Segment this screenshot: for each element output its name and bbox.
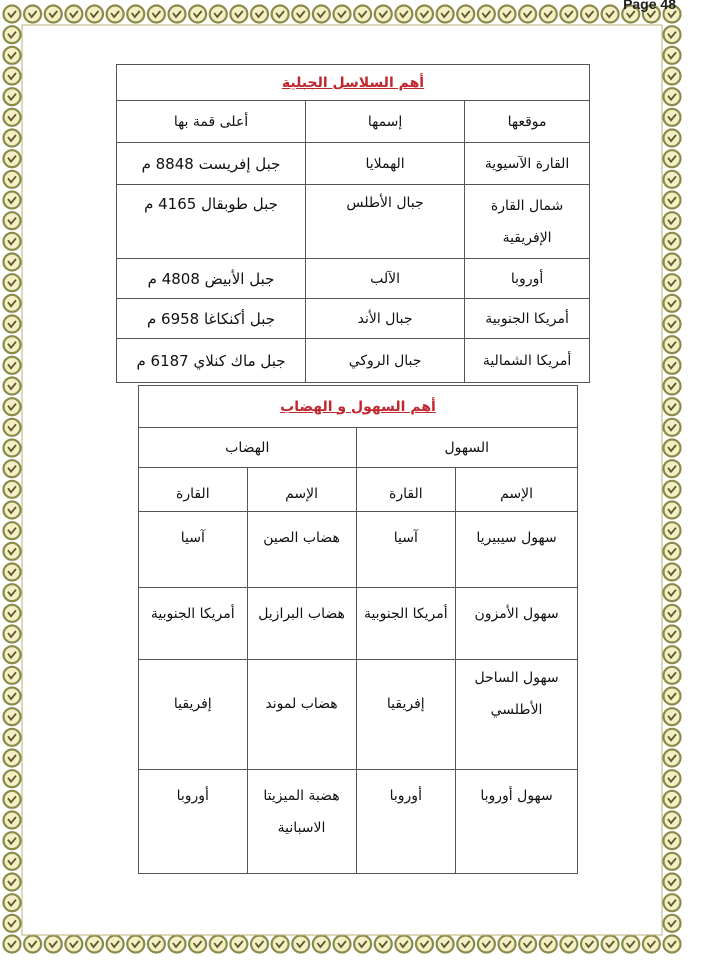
border-ring-icon bbox=[437, 936, 454, 953]
border-ring-icon bbox=[4, 522, 21, 539]
border-ring-icon bbox=[519, 6, 536, 23]
cell-plain-name: سهول أوروبا bbox=[456, 770, 578, 874]
border-ring-icon bbox=[45, 6, 62, 23]
border-ring-icon bbox=[664, 295, 681, 312]
border-ring-icon bbox=[4, 419, 21, 436]
border-ring-icon bbox=[313, 6, 330, 23]
border-ring-icon bbox=[354, 936, 371, 953]
border-ring-icon bbox=[251, 6, 268, 23]
border-ring-icon bbox=[148, 936, 165, 953]
cell-name: الآلب bbox=[306, 259, 465, 299]
mountains-table bbox=[116, 64, 590, 383]
plains-title-cell bbox=[139, 386, 578, 428]
border-ring-icon bbox=[86, 6, 103, 23]
border-ring-icon bbox=[4, 316, 21, 333]
table-row bbox=[117, 339, 590, 383]
border-ring-icon bbox=[664, 398, 681, 415]
border-ring-icon bbox=[664, 832, 681, 849]
border-ring-icon bbox=[664, 336, 681, 353]
border-ring-icon bbox=[664, 688, 681, 705]
header-plain-continent: القارة bbox=[356, 468, 456, 512]
border-ring-icon bbox=[457, 936, 474, 953]
cell-location: القارة الآسيوية bbox=[465, 143, 590, 185]
border-ring-icon bbox=[664, 708, 681, 725]
table-row bbox=[117, 143, 590, 185]
border-ring-icon bbox=[4, 915, 21, 932]
border-ring-icon bbox=[210, 936, 227, 953]
border-ring-icon bbox=[664, 853, 681, 870]
cell-location: أوروبا bbox=[465, 259, 590, 299]
cell-plain-name: سهول سيبيريا bbox=[456, 512, 578, 588]
border-ring-icon bbox=[664, 150, 681, 167]
border-ring-icon bbox=[4, 47, 21, 64]
border-ring-icon bbox=[664, 130, 681, 147]
border-ring-icon bbox=[664, 667, 681, 684]
border-ring-icon bbox=[148, 6, 165, 23]
cell-plateau-continent: أوروبا bbox=[139, 770, 248, 874]
border-ring-icon bbox=[664, 729, 681, 746]
border-ring-icon bbox=[664, 88, 681, 105]
border-ring-icon bbox=[4, 605, 21, 622]
table-row bbox=[117, 259, 590, 299]
border-ring-icon bbox=[478, 936, 495, 953]
cell-location: أمريكا الشمالية bbox=[465, 339, 590, 383]
border-ring-icon bbox=[4, 626, 21, 643]
table-row bbox=[117, 299, 590, 339]
border-ring-icon bbox=[664, 646, 681, 663]
border-ring-icon bbox=[4, 212, 21, 229]
cell-peak: جبل طوبقال 4165 م bbox=[117, 185, 306, 259]
cell-plain-continent: آسيا bbox=[356, 512, 456, 588]
cell-plateau-name: هضبة الميزيتا الاسبانية bbox=[247, 770, 356, 874]
cell-peak: جبل إفريست 8848 م bbox=[117, 143, 306, 185]
group-plains: السهول bbox=[356, 428, 578, 468]
border-ring-icon bbox=[313, 936, 330, 953]
border-ring-icon bbox=[189, 6, 206, 23]
cell-plain-name: سهول الساحل الأطلسي bbox=[456, 660, 578, 770]
cell-location: أمريكا الجنوبية bbox=[465, 299, 590, 339]
border-ring-icon bbox=[4, 667, 21, 684]
border-ring-icon bbox=[4, 26, 21, 43]
border-ring-icon bbox=[540, 6, 557, 23]
page-number: Page 48 bbox=[623, 0, 676, 12]
border-ring-icon bbox=[395, 6, 412, 23]
border-ring-icon bbox=[4, 812, 21, 829]
header-peak: أعلى قمة بها bbox=[117, 101, 306, 143]
border-ring-icon bbox=[4, 688, 21, 705]
border-ring-icon bbox=[4, 770, 21, 787]
border-ring-icon bbox=[540, 936, 557, 953]
border-ring-icon bbox=[4, 192, 21, 209]
cell-plateau-name: هضاب البرازيل bbox=[247, 588, 356, 660]
border-ring-icon bbox=[664, 192, 681, 209]
border-ring-icon bbox=[4, 378, 21, 395]
border-ring-icon bbox=[4, 88, 21, 105]
border-ring-icon bbox=[664, 460, 681, 477]
border-ring-icon bbox=[4, 357, 21, 374]
border-ring-icon bbox=[4, 750, 21, 767]
border-ring-icon bbox=[664, 584, 681, 601]
plains-plateaus-table bbox=[138, 385, 578, 874]
border-ring-icon bbox=[664, 212, 681, 229]
border-ring-icon bbox=[664, 233, 681, 250]
plains-header-row bbox=[139, 468, 578, 512]
border-ring-icon bbox=[65, 6, 82, 23]
border-ring-icon bbox=[354, 6, 371, 23]
border-ring-icon bbox=[664, 254, 681, 271]
border-ring-icon bbox=[664, 440, 681, 457]
cell-name: الهملايا bbox=[306, 143, 465, 185]
cell-plateau-name: هضاب الصين bbox=[247, 512, 356, 588]
border-ring-icon bbox=[4, 254, 21, 271]
border-ring-icon bbox=[4, 460, 21, 477]
border-ring-icon bbox=[4, 543, 21, 560]
border-ring-icon bbox=[4, 874, 21, 891]
table-row bbox=[139, 660, 578, 770]
border-ring-icon bbox=[127, 936, 144, 953]
border-ring-icon bbox=[664, 47, 681, 64]
border-ring-icon bbox=[86, 936, 103, 953]
mountains-title-cell bbox=[117, 65, 590, 101]
border-ring-icon bbox=[230, 936, 247, 953]
border-ring-icon bbox=[4, 584, 21, 601]
border-ring-icon bbox=[499, 936, 516, 953]
border-ring-icon bbox=[272, 936, 289, 953]
border-ring-icon bbox=[664, 522, 681, 539]
border-ring-icon bbox=[169, 936, 186, 953]
border-ring-icon bbox=[107, 936, 124, 953]
border-ring-icon bbox=[519, 936, 536, 953]
group-plateaus: الهضاب bbox=[139, 428, 357, 468]
border-ring-icon bbox=[664, 605, 681, 622]
border-ring-icon bbox=[664, 419, 681, 436]
border-ring-icon bbox=[4, 502, 21, 519]
border-ring-icon bbox=[581, 6, 598, 23]
border-ring-icon bbox=[292, 6, 309, 23]
cell-name: جبال الروكي bbox=[306, 339, 465, 383]
border-ring-icon bbox=[251, 936, 268, 953]
border-ring-icon bbox=[664, 750, 681, 767]
header-plateau-name: الإسم bbox=[247, 468, 356, 512]
border-ring-icon bbox=[375, 6, 392, 23]
border-ring-icon bbox=[4, 233, 21, 250]
border-ring-icon bbox=[4, 564, 21, 581]
border-ring-icon bbox=[581, 936, 598, 953]
border-ring-icon bbox=[664, 915, 681, 932]
border-ring-icon bbox=[664, 378, 681, 395]
group-header-row bbox=[139, 428, 578, 468]
border-ring-icon bbox=[602, 6, 619, 23]
border-ring-icon bbox=[4, 832, 21, 849]
border-ring-icon bbox=[24, 936, 41, 953]
border-ring-icon bbox=[664, 936, 681, 953]
border-ring-icon bbox=[499, 6, 516, 23]
border-ring-icon bbox=[4, 274, 21, 291]
border-ring-icon bbox=[416, 6, 433, 23]
border-ring-icon bbox=[210, 6, 227, 23]
border-ring-icon bbox=[4, 398, 21, 415]
border-ring-icon bbox=[664, 109, 681, 126]
cell-name: جبال الأند bbox=[306, 299, 465, 339]
border-ring-icon bbox=[4, 68, 21, 85]
border-ring-icon bbox=[664, 481, 681, 498]
cell-plain-continent: أمريكا الجنوبية bbox=[356, 588, 456, 660]
border-ring-icon bbox=[416, 936, 433, 953]
cell-plain-continent: أوروبا bbox=[356, 770, 456, 874]
border-ring-icon bbox=[395, 936, 412, 953]
border-ring-icon bbox=[4, 708, 21, 725]
border-ring-icon bbox=[437, 6, 454, 23]
border-ring-icon bbox=[4, 6, 21, 23]
border-ring-icon bbox=[4, 729, 21, 746]
border-ring-icon bbox=[664, 68, 681, 85]
border-ring-icon bbox=[664, 770, 681, 787]
border-ring-icon bbox=[664, 171, 681, 188]
border-ring-icon bbox=[560, 936, 577, 953]
border-ring-icon bbox=[664, 502, 681, 519]
border-ring-icon bbox=[664, 357, 681, 374]
border-ring-icon bbox=[65, 936, 82, 953]
border-ring-icon bbox=[4, 336, 21, 353]
cell-plateau-continent: آسيا bbox=[139, 512, 248, 588]
border-ring-icon bbox=[375, 936, 392, 953]
border-ring-icon bbox=[24, 6, 41, 23]
border-ring-icon bbox=[664, 274, 681, 291]
cell-peak: جبل الأبيض 4808 م bbox=[117, 259, 306, 299]
border-ring-icon bbox=[4, 936, 21, 953]
border-ring-icon bbox=[560, 6, 577, 23]
border-ring-icon bbox=[45, 936, 62, 953]
border-ring-icon bbox=[664, 812, 681, 829]
cell-plateau-name: هضاب لموند bbox=[247, 660, 356, 770]
header-plain-name: الإسم bbox=[456, 468, 578, 512]
border-ring-icon bbox=[664, 543, 681, 560]
border-ring-icon bbox=[4, 894, 21, 911]
border-ring-icon bbox=[457, 6, 474, 23]
border-ring-icon bbox=[230, 6, 247, 23]
border-ring-icon bbox=[189, 936, 206, 953]
cell-peak: جبل أكنكاغا 6958 م bbox=[117, 299, 306, 339]
border-ring-icon bbox=[4, 130, 21, 147]
cell-location: شمال القارة الإفريقية bbox=[465, 185, 590, 259]
border-ring-icon bbox=[292, 936, 309, 953]
border-ring-icon bbox=[4, 150, 21, 167]
border-ring-icon bbox=[169, 6, 186, 23]
border-ring-icon bbox=[4, 109, 21, 126]
border-ring-icon bbox=[334, 6, 351, 23]
border-ring-icon bbox=[664, 626, 681, 643]
border-ring-icon bbox=[334, 936, 351, 953]
border-ring-icon bbox=[4, 295, 21, 312]
mountains-title: أهم السلاسل الجبلية bbox=[281, 74, 425, 91]
border-ring-icon bbox=[643, 936, 660, 953]
table-row bbox=[139, 588, 578, 660]
border-ring-icon bbox=[107, 6, 124, 23]
border-ring-icon bbox=[272, 6, 289, 23]
cell-plain-name: سهول الأمزون bbox=[456, 588, 578, 660]
header-plateau-continent: القارة bbox=[139, 468, 248, 512]
border-ring-icon bbox=[4, 171, 21, 188]
border-ring-icon bbox=[127, 6, 144, 23]
border-ring-icon bbox=[4, 481, 21, 498]
border-ring-icon bbox=[664, 894, 681, 911]
border-ring-icon bbox=[4, 646, 21, 663]
mountains-header-row bbox=[117, 101, 590, 143]
border-ring-icon bbox=[664, 791, 681, 808]
border-ring-icon bbox=[4, 440, 21, 457]
border-ring-icon bbox=[478, 6, 495, 23]
border-ring-icon bbox=[664, 316, 681, 333]
border-ring-icon bbox=[4, 791, 21, 808]
border-ring-icon bbox=[622, 936, 639, 953]
cell-plain-continent: إفريقيا bbox=[356, 660, 456, 770]
table-row bbox=[139, 770, 578, 874]
border-ring-icon bbox=[664, 26, 681, 43]
cell-plateau-continent: أمريكا الجنوبية bbox=[139, 588, 248, 660]
border-ring-icon bbox=[664, 874, 681, 891]
header-name: إسمها bbox=[306, 101, 465, 143]
border-ring-icon bbox=[602, 936, 619, 953]
header-location: موقعها bbox=[465, 101, 590, 143]
cell-plateau-continent: إفريقيا bbox=[139, 660, 248, 770]
plains-title: أهم السهول و الهضاب bbox=[280, 398, 436, 415]
border-ring-icon bbox=[664, 564, 681, 581]
table-row bbox=[139, 512, 578, 588]
table-row bbox=[117, 185, 590, 259]
cell-peak: جبل ماك كنلاي 6187 م bbox=[117, 339, 306, 383]
border-ring-icon bbox=[4, 853, 21, 870]
cell-name: جبال الأطلس bbox=[306, 185, 465, 259]
